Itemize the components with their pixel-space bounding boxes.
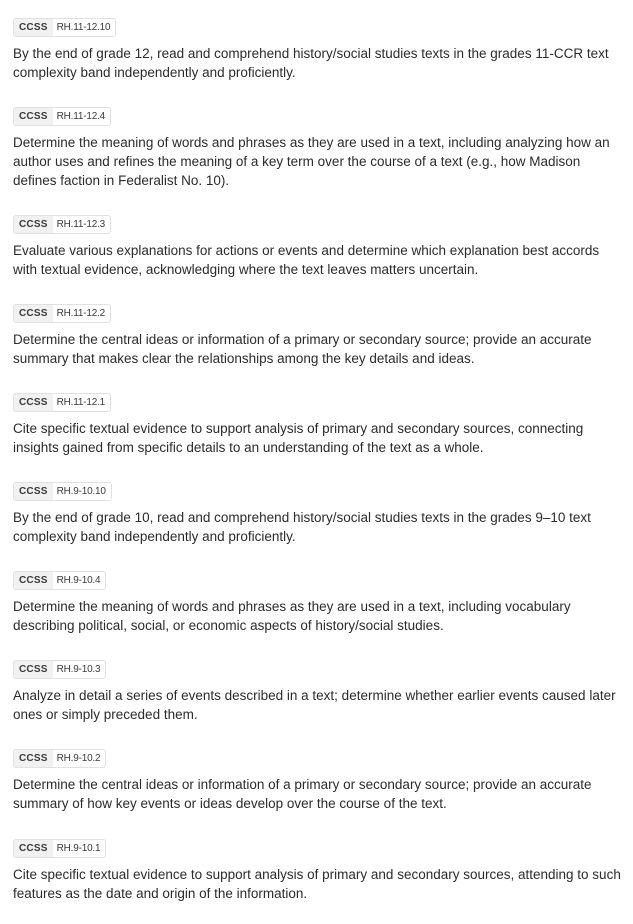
standard-tag-prefix: CCSS [14, 394, 53, 411]
standard-tag-prefix: CCSS [14, 216, 53, 233]
standard-item [13, 214, 625, 279]
standard-tag[interactable] [13, 393, 111, 412]
standard-description: By the end of grade 10, read and comprehend history/social studies texts in the grades 9–10 text complexity band independently and proficiently. [13, 510, 591, 544]
standard-tag-prefix: CCSS [14, 840, 53, 857]
standard-tag[interactable] [13, 18, 116, 37]
standard-tag-code: RH.9-10.1 [56, 843, 101, 854]
standard-tag[interactable] [13, 107, 111, 126]
standard-tag-prefix: CCSS [14, 572, 53, 589]
standard-description: Cite specific textual evidence to support analysis of primary and secondary sources, connecting insights gained from specific details to an understanding of the text as a whole. [13, 421, 584, 455]
standard-tag[interactable] [13, 304, 111, 323]
standard-description: Determine the meaning of words and phrases as they are used in a text, including vocabulary describing political, social, or economic aspects of history/social studies. [13, 599, 571, 633]
standard-description: Analyze in detail a series of events described in a text; determine whether earlier events caused later ones or simply preceded them. [13, 688, 616, 722]
standard-tag-code: RH.11-12.2 [56, 308, 105, 319]
standard-tag-code: RH.9-10.2 [56, 753, 101, 764]
standard-item [13, 392, 625, 457]
standard-item [13, 570, 625, 635]
standard-item [13, 481, 625, 546]
standard-tag-prefix: CCSS [14, 19, 53, 36]
standard-tag-prefix: CCSS [14, 750, 53, 767]
standard-tag-code: RH.11-12.4 [56, 111, 105, 122]
standard-tag-code: RH.11-12.10 [56, 22, 111, 33]
standard-tag-code: RH.9-10.3 [56, 664, 101, 675]
standard-tag-prefix: CCSS [14, 661, 53, 678]
standard-item [13, 838, 625, 903]
standard-description: By the end of grade 12, read and comprehend history/social studies texts in the grades 11-CCR text complexity band independently and proficiently. [13, 46, 609, 80]
standard-tag[interactable] [13, 215, 111, 234]
standard-description: Determine the central ideas or information of a primary or secondary source; provide an accurate summary that makes clear the relationships among the key details and ideas. [13, 332, 592, 366]
standard-item [13, 303, 625, 368]
standard-tag-code: RH.9-10.4 [56, 575, 101, 586]
standard-tag[interactable] [13, 749, 106, 768]
standard-tag-code: RH.9-10.10 [56, 486, 106, 497]
standard-description: Evaluate various explanations for actions or events and determine which explanation best accords with textual evidence, acknowledging where the text leaves matters uncertain. [13, 243, 600, 277]
standard-item [13, 17, 625, 82]
standard-description: Cite specific textual evidence to support analysis of primary and secondary sources, attending to such features as the date and origin of the information. [13, 867, 621, 901]
standard-description: Determine the central ideas or information of a primary or secondary source; provide an accurate summary of how key events or ideas develop over the course of the text. [13, 777, 592, 811]
standard-tag-prefix: CCSS [14, 305, 53, 322]
standard-tag-code: RH.11-12.1 [56, 397, 105, 408]
standard-tag-code: RH.11-12.3 [56, 219, 105, 230]
standard-description: Determine the meaning of words and phrases as they are used in a text, including analyzing how an author uses and refines the meaning of a key term over the course of a text (e.g., how Madison defines faction in Federalist No. 10). [13, 135, 610, 188]
standard-tag[interactable] [13, 571, 106, 590]
standard-item [13, 106, 625, 190]
standard-item [13, 748, 625, 813]
standard-item [13, 659, 625, 724]
standard-tag-prefix: CCSS [14, 108, 53, 125]
standard-tag[interactable] [13, 482, 112, 501]
standard-tag[interactable] [13, 839, 106, 858]
standard-tag[interactable] [13, 660, 106, 679]
standard-tag-prefix: CCSS [14, 483, 53, 500]
